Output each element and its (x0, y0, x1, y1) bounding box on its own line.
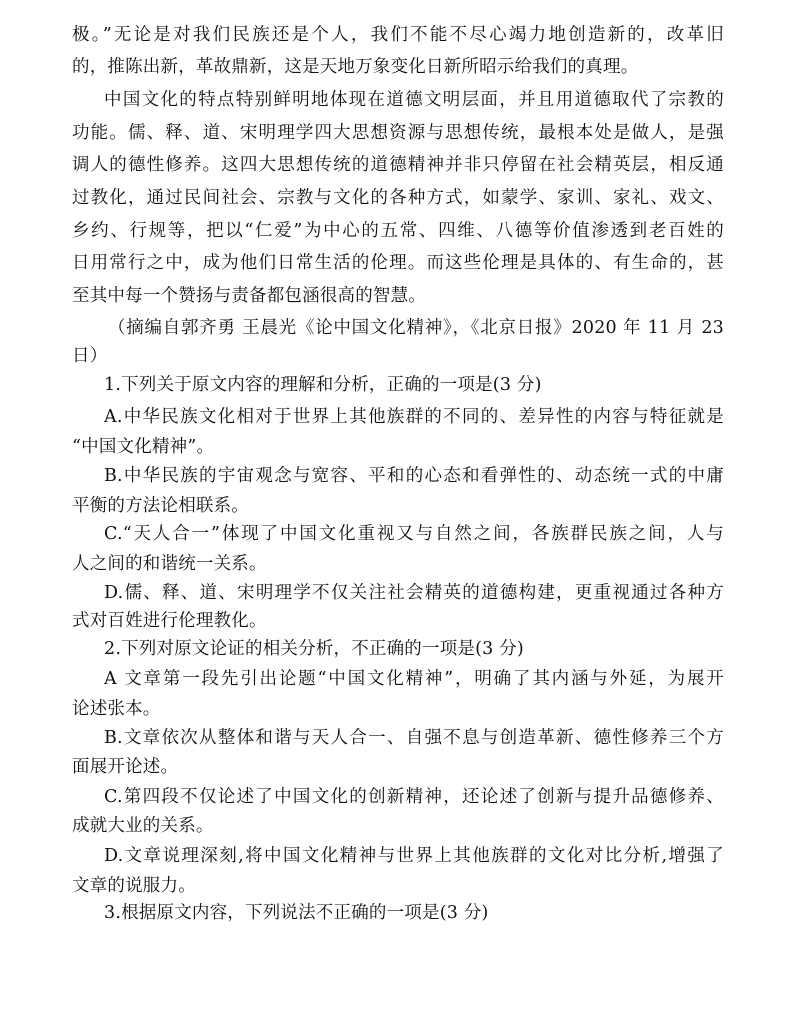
question-1-option-b-cont: 平衡的方法论相联系。 (72, 496, 249, 516)
question-1-option-d-cont: 式对百姓进行伦理教化。 (72, 611, 267, 631)
question-1-option-d: D.儒、释、道、宋明理学不仅关注社会精英的道德构建，更重视通过各种方 (104, 583, 724, 603)
text-line: 日用常行之中，成为他们日常生活的伦理。而这些伦理是具体的、有生命的，甚 (72, 253, 724, 273)
text-line: 乡约、行规等，把以“仁爱”为中心的五常、四维、八德等价值渗透到老百姓的 (72, 221, 724, 241)
source-citation: （摘编自郭齐勇 王晨光《论中国文化精神》，《北京日报》2020 年 11 月 23 (108, 318, 724, 338)
question-1-option-c: C.“天人合一”体现了中国文化重视又与自然之间，各族群民族之间，人与 (104, 524, 724, 544)
question-1-option-a-cont: “中国文化精神”。 (72, 437, 215, 457)
question-2-option-b: B.文章依次从整体和谐与天人合一、自强不息与创造革新、德性修养三个方 (104, 728, 724, 748)
question-3: 3.根据原文内容，下列说法不正确的一项是(3 分) (104, 903, 489, 923)
text-line: 极。”无论是对我们民族还是个人，我们不能不尽心竭力地创造新的，改革旧 (72, 25, 724, 45)
source-citation-end: 日） (72, 346, 108, 366)
text-line: 调人的德性修养。这四大思想传统的道德精神并非只停留在社会精英层，相反通 (72, 155, 724, 175)
question-1: 1.下列关于原文内容的理解和分析，正确的一项是(3 分) (104, 375, 542, 395)
question-1-option-b: B.中华民族的宇宙观念与宽容、平和的心态和看弹性的、动态统一式的中庸 (104, 466, 724, 486)
question-2: 2.下列对原文论证的相关分析，不正确的一项是(3 分) (104, 639, 524, 659)
text-line: 过教化，通过民间社会、宗教与文化的各种方式，如蒙学、家训、家礼、戏文、 (72, 188, 724, 208)
text-line: 至其中每一个赞扬与责备都包涵很高的智慧。 (72, 286, 426, 306)
question-1-option-c-cont: 人之间的和谐统一关系。 (72, 554, 267, 574)
question-2-option-c: C.第四段不仅论述了中国文化的创新精神，还论述了创新与提升品德修养、 (104, 787, 724, 807)
text-line: 功能。儒、释、道、宋明理学四大思想资源与思想传统，最根本处是做人，是强 (72, 123, 724, 143)
paragraph-start: 中国文化的特点特别鲜明地体现在道德文明层面，并且用道德取代了宗教的 (104, 90, 724, 110)
question-2-option-a: A 文章第一段先引出论题“中国文化精神”，明确了其内涵与外延，为展开 (104, 669, 724, 689)
question-2-option-d: D.文章说理深刻,将中国文化精神与世界上其他族群的文化对比分析,增强了 (104, 846, 724, 866)
question-2-option-b-cont: 面展开论述。 (72, 757, 179, 777)
question-2-option-c-cont: 成就大业的关系。 (72, 816, 214, 836)
question-2-option-d-cont: 文章的说服力。 (72, 876, 196, 896)
question-2-option-a-cont: 论述张本。 (72, 699, 161, 719)
text-line: 的，推陈出新，革故鼎新，这是天地万象变化日新所昭示给我们的真理。 (72, 57, 639, 77)
question-1-option-a: A.中华民族文化相对于世界上其他族群的不同的、差异性的内容与特征就是 (104, 407, 724, 427)
